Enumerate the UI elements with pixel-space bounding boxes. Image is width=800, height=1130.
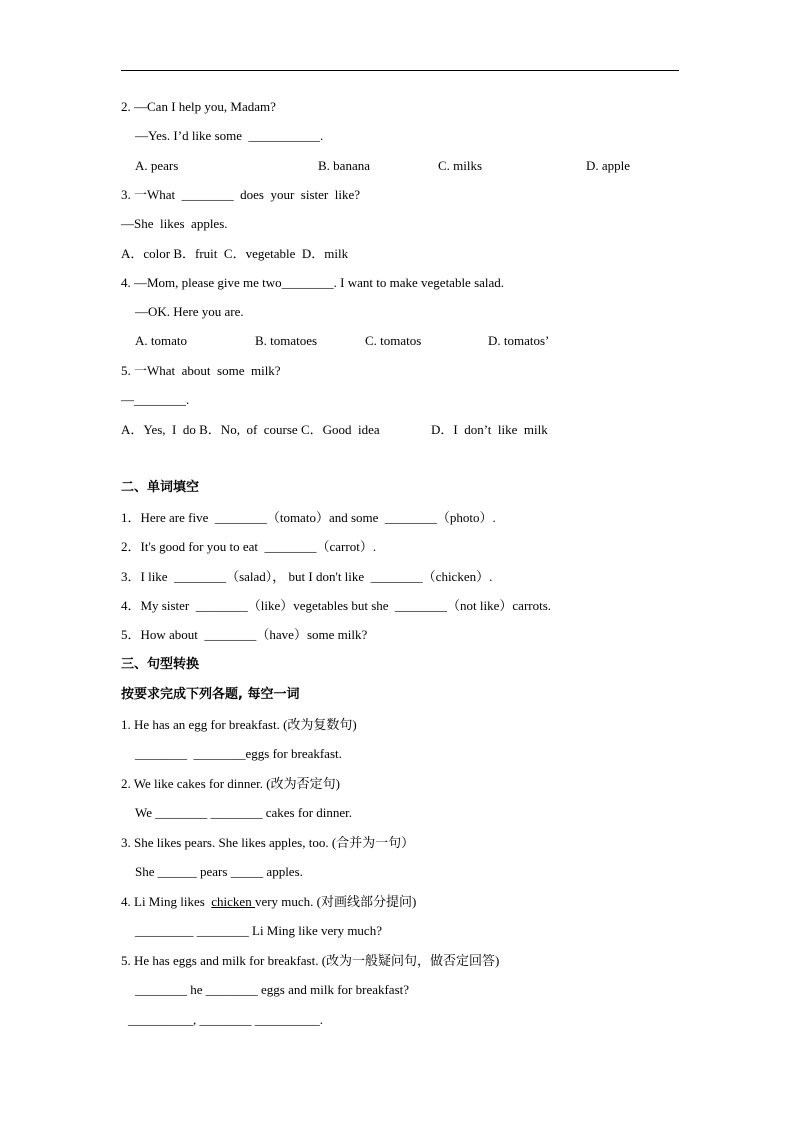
q3-answer: —She likes apples. xyxy=(121,216,228,231)
q4-option-c: C. tomatos xyxy=(365,333,422,348)
q4-answer: —OK. Here you are. xyxy=(135,304,244,319)
q2-option-c: C. milks xyxy=(438,158,483,173)
part3-item-2-answer: We ________ ________ cakes for dinner. xyxy=(135,805,353,820)
part3-item-5-question: 5. He has eggs and milk for breakfast. (改为一般疑问句，做否定回答) xyxy=(121,953,500,968)
q4-option-a: A. tomato xyxy=(135,333,187,348)
part3-heading: 三、句型转换 xyxy=(121,657,200,672)
part3-instruction: 按要求完成下列各题, 每空一词 xyxy=(121,687,300,702)
part3-item-2-question: 2. We like cakes for dinner. (改为否定句) xyxy=(121,776,340,791)
q4-question: 4. —Mom, please give me two________. I want to make vegetable salad. xyxy=(121,275,505,290)
q5-question: 5. 一What about some milk? xyxy=(121,363,281,378)
part2-item-4: 4．My sister ________（like）vegetables but she ________（not like）carrots. xyxy=(121,598,552,613)
part2-heading: 二、单词填空 xyxy=(121,480,200,495)
q2-option-a: A. pears xyxy=(135,158,179,173)
part3-item-4-question xyxy=(121,894,416,910)
underlined-word: chicken xyxy=(211,894,255,909)
q5-option-d: D．I don’t like milk xyxy=(431,422,548,437)
part3-item-5-answer-2: __________, ________ __________. xyxy=(128,1012,323,1027)
q5-answer: —________. xyxy=(121,392,190,407)
header-rule xyxy=(121,70,679,71)
part3-item-5-answer: ________ he ________ eggs and milk for breakfast? xyxy=(135,982,410,997)
part3-item-3-answer: She ______ pears _____ apples. xyxy=(135,864,303,879)
part2-item-5: 5．How about ________（have）some milk? xyxy=(121,627,368,642)
q3-question: 3. 一What ________ does your sister like? xyxy=(121,187,361,202)
q2-option-b: B. banana xyxy=(318,158,370,173)
part3-item-1-answer: ________ ________eggs for breakfast. xyxy=(135,746,342,761)
part2-item-1: 1．Here are five ________（tomato）and some ________（photo）. xyxy=(121,510,496,525)
part3-item-1-question: 1. He has an egg for breakfast. (改为复数句) xyxy=(121,717,357,732)
part3-item-4-pre: 4. Li Ming likes xyxy=(121,894,212,909)
part2-item-3: 3．I like ________（salad）， but I don't like ________（chicken）. xyxy=(121,569,493,584)
part3-item-4-answer: _________ ________ Li Ming like very much? xyxy=(135,923,382,938)
q3-options: A．color B．fruit C．vegetable D．milk xyxy=(121,246,349,261)
q4-option-d: D. tomatos’ xyxy=(488,333,550,348)
q4-option-b: B. tomatoes xyxy=(255,333,318,348)
q2-answer: —Yes. I’d like some ___________. xyxy=(135,128,324,143)
part3-item-4-post: very much. (对画线部分提问) xyxy=(254,894,417,909)
q5-options-abc: A．Yes, I do B．No, of course C．Good idea xyxy=(121,422,380,437)
part2-item-2: 2．It's good for you to eat ________（carrot）. xyxy=(121,539,377,554)
part3-item-3-question: 3. She likes pears. She likes apples, too. (合并为一句） xyxy=(121,835,415,850)
q2-question: 2. —Can I help you, Madam? xyxy=(121,99,276,114)
q2-option-d: D. apple xyxy=(586,158,631,173)
